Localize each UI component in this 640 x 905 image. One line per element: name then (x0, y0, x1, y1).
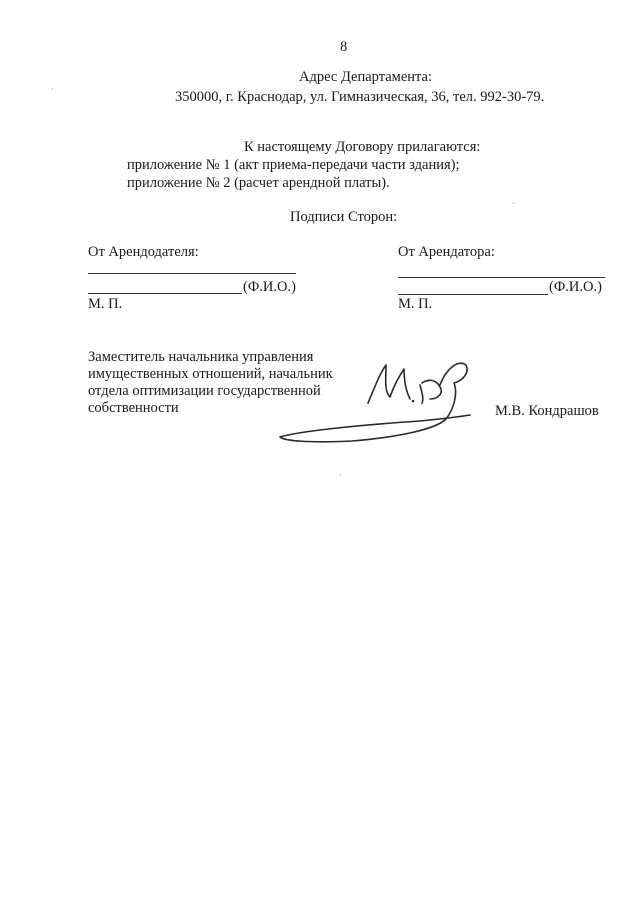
address-heading: Адрес Департамента: (299, 69, 433, 85)
handwritten-signature (270, 355, 475, 445)
tenant-label: От Арендатора: (398, 244, 495, 260)
signature-dot (412, 400, 415, 403)
official-name: М.В. Кондрашов (495, 403, 599, 419)
landlord-fio-label: (Ф.И.О.) (243, 279, 296, 295)
tenant-fio-line (398, 294, 548, 295)
tenant-seal: М. П. (398, 296, 433, 312)
scan-speck (513, 203, 514, 204)
page-number: 8 (340, 39, 348, 55)
signatures-heading: Подписи Сторон: (290, 209, 398, 225)
appendix-item-1: приложение № 1 (акт приема-передачи части здания); (127, 157, 460, 173)
official-position-line-3: отдела оптимизации государственной (88, 383, 321, 399)
address-line: 350000, г. Краснодар, ул. Гимназическая, 36, тел. 992-30-79. (175, 89, 545, 105)
scan-speck (52, 88, 53, 89)
landlord-label: От Арендодателя: (88, 244, 199, 260)
landlord-fio-line (88, 293, 242, 294)
appendix-item-2: приложение № 2 (расчет арендной платы). (127, 175, 390, 191)
official-position-line-4: собственности (88, 400, 179, 416)
tenant-fio-label: (Ф.И.О.) (549, 279, 602, 295)
official-position-line-2: имущественных отношений, начальник (88, 366, 333, 382)
appendices-heading: К настоящему Договору прилагаются: (244, 139, 481, 155)
landlord-seal: М. П. (88, 296, 123, 312)
scan-speck (340, 474, 341, 475)
tenant-signature-line (398, 277, 605, 278)
official-position-line-1: Заместитель начальника управления (88, 349, 314, 365)
landlord-signature-line (88, 273, 296, 274)
